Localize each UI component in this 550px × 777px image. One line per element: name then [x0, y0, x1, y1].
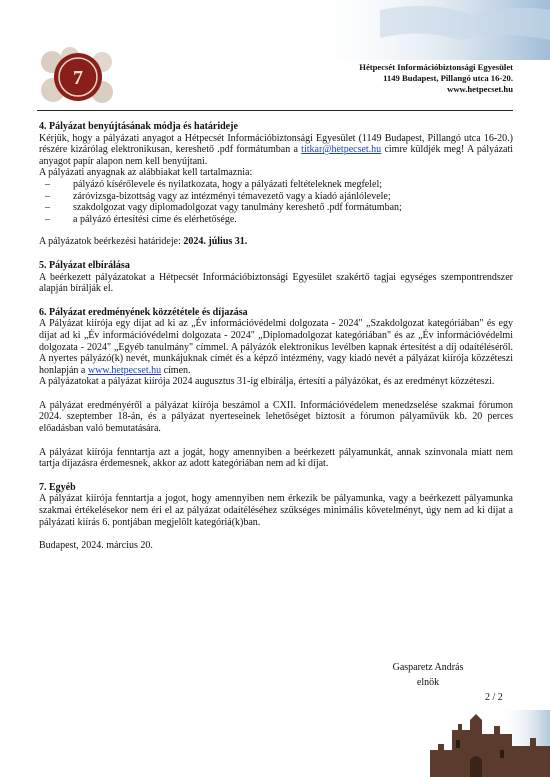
section-6-paragraph-4: A pályázat kiírója fenntartja azt a jogát, hogy amennyiben a beérkezett pályamunkát, annak színvonala miatt nem tartja díjazásra érdemesnek, akkor az adott kategóriában nem ad ki díjat. — [39, 446, 513, 470]
section-4-list-intro: A pályázati anyagnak az alábbiakat kell tartalmaznia: — [39, 167, 253, 179]
org-name: Hétpecsét Információbiztonsági Egyesület — [359, 62, 513, 72]
website-link[interactable]: www.hetpecset.hu — [87, 364, 162, 376]
signature-block — [382, 660, 474, 690]
requirements-list — [39, 179, 513, 225]
document-body — [39, 121, 513, 552]
email-link[interactable]: titkar@hetpecset.hu — [301, 144, 382, 156]
signatory-name: Gasparetz András — [392, 662, 464, 673]
section-4-paragraph — [39, 133, 513, 168]
section-6-title: 6. Pályázat eredményének közzététele és díjazása — [39, 306, 248, 318]
section-7-title: 7. Egyéb — [39, 481, 76, 493]
text-run: A Pályázat kiírója egy díjat ad ki az „Év információvédelmi dolgozata - 2024" „Szakdolgozat kategóriában" és egy díjat ad ki „Év információvédelmi dolgozata - 2024" „Diplomadolgozat kategóriában" és az „Év információvédelmi dolgozata - 2024" „Egyéb tanulmány" címmel. A pályázók elektronikus levélben kapnak értesítést a díj odaítéléséről. A nyertes pályázó(k) nevét, munkájuknak címét és a képző intézmény, vagy kiadó nevét a pályázat kiírója közzéteszi honlapján a — [39, 318, 513, 376]
signatory-role: elnök — [416, 677, 440, 688]
seal-logo — [36, 42, 122, 112]
footer-castle-art — [0, 690, 550, 777]
section-6-paragraph-2: A pályázatokat a pályázat kiírója 2024 augusztus 31-ig elbírálja, értesíti a pályázókat, és az eredményt közzéteszi. — [39, 376, 495, 388]
list-item: – szakdolgozat vagy diplomadolgozat vagy tanulmány kereshető .pdf formátumban; — [45, 202, 513, 214]
org-address: 1149 Budapest, Pillangó utca 16-20. — [383, 73, 513, 83]
svg-text:7: 7 — [73, 67, 83, 89]
section-4-title: 4. Pályázat benyújtásának módja és határideje — [39, 121, 238, 132]
text-run: címen. — [161, 364, 191, 376]
page-number: 2 / 2 — [485, 692, 503, 703]
section-6-paragraph-3: A pályázat eredményéről a pályázat kiírója beszámol a CXII. Információvédelem menedzselése szakmai fórumon 2024. szeptember 18-án, és a pályázat nyerteseinek lehetőséget biztosít a fórumon pályaművük kb. 20 perces előadásban való bemutatására. — [39, 399, 513, 435]
text-run: Kérjük, hogy a pályázati anyagot a Hétpecsét Információbiztonsági Egyesület (1149 Budapest, Pillangó utca 16-20.) részére kizárólag elektronikusan, kereshető .pdf formátumban a — [39, 132, 513, 156]
org-website: www.hetpecset.hu — [447, 84, 513, 94]
deadline-value: 2024. július 31. — [183, 236, 248, 248]
section-7-paragraph: A pályázat kiírója fenntartja a jogot, hogy amennyiben nem érkezik be pályamunka, vagy a beérkezett pályamunka szakmai értékelésekor nem éri el az pályázat odaítéléséhez szükséges minimális követelményt, úgy nem ad ki díjat a pályázati kiírás 6. pontjában megjelölt kategóriá(k)ban. — [39, 493, 513, 528]
list-item: – a pályázó értesítési címe és elérhetősége. — [45, 214, 513, 226]
text-run: cimre küldjék meg! A pályázati anyagot papír alapon nem kell benyújtani. — [39, 144, 514, 167]
section-6-paragraph-1 — [39, 318, 513, 376]
deadline-line — [39, 236, 513, 248]
list-item: – pályázó kísérőlevele és nyilatkozata, hogy a pályázati feltételeknek megfelel; — [45, 179, 513, 191]
deadline-label: A pályázatok beérkezési határideje: — [39, 236, 184, 248]
section-5-paragraph: A beérkezett pályázatokat a Hétpecsét Információbiztonsági Egyesület szakértő tagjai egységes szempontrendszer alapján bírálják el. — [39, 271, 513, 295]
organization-header — [359, 62, 513, 95]
section-5-title: 5. Pályázat elbírálása — [39, 259, 130, 271]
header-divider — [37, 110, 513, 111]
list-item: – záróvizsga-bizottság vagy az intézményi témavezető vagy a kiadó ajánlólevele; — [45, 191, 513, 203]
document-date: Budapest, 2024. március 20. — [39, 540, 153, 552]
